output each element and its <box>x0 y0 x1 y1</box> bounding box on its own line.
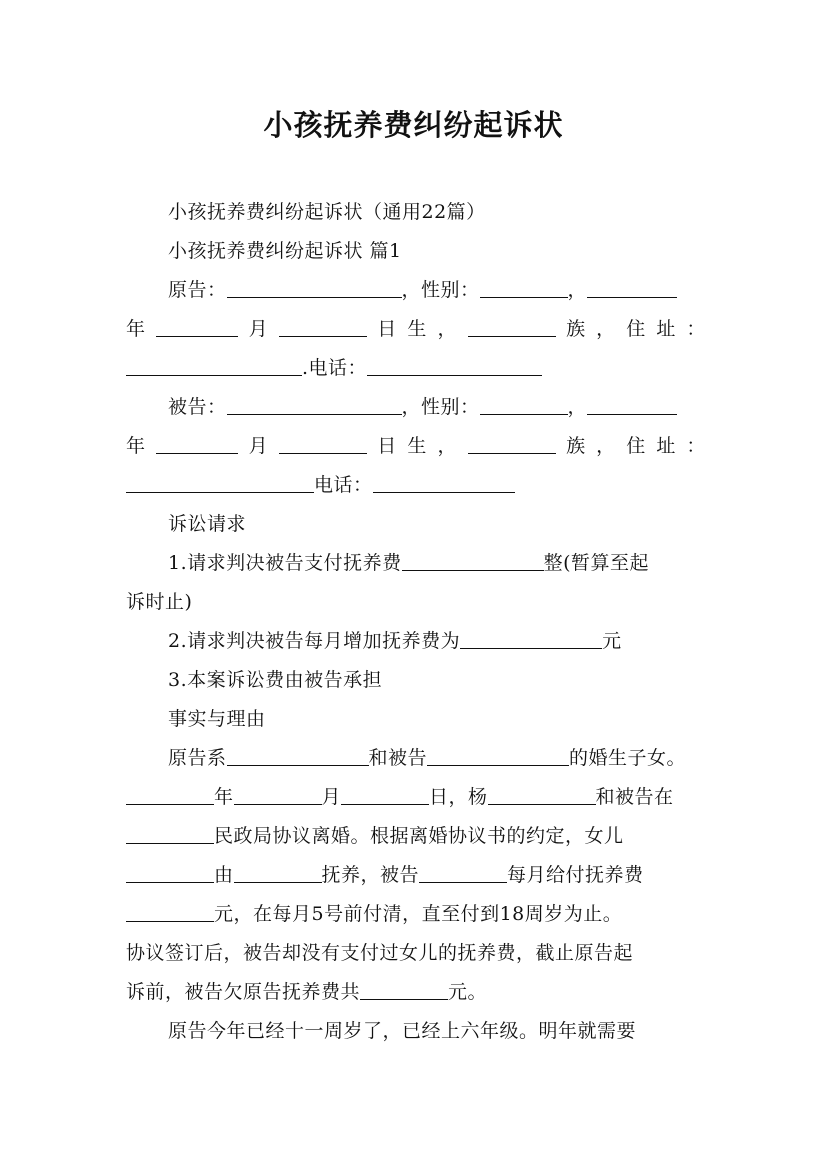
text: 月 <box>321 786 342 808</box>
facts-line-5 <box>126 899 706 929</box>
claim-3: 3.本案诉讼费由被告承担 <box>168 669 383 691</box>
claim-1-cont: 诉时止) <box>126 591 193 613</box>
facts-line-6: 协议签订后，被告却没有支付过女儿的抚养费，截止原告起 <box>126 942 634 964</box>
blank <box>126 860 214 883</box>
text: 和被告在 <box>595 786 674 808</box>
text: 民政局协议离婚。根据离婚协议书的约定，女儿 <box>214 825 624 847</box>
text: 诉前，被告欠原告抚养费共 <box>126 981 361 1003</box>
text: 每月给付抚养费 <box>507 864 644 886</box>
defendant-birth-line <box>126 431 706 461</box>
claims-heading: 诉讼请求 <box>168 513 247 535</box>
defendant-name-blank <box>227 392 402 415</box>
char: 族 <box>566 435 586 457</box>
comma: ， <box>567 279 588 301</box>
blank <box>419 860 507 883</box>
text: 的婚生子女。 <box>569 747 687 769</box>
blank <box>156 431 238 454</box>
char: 年 <box>126 435 146 457</box>
subtitle: 小孩抚养费纠纷起诉状（通用22篇） <box>168 201 486 223</box>
phone-label: .电话： <box>302 357 368 379</box>
defendant-label: 被告： <box>168 396 227 418</box>
plaintiff-line <box>168 275 706 305</box>
comma: ， <box>567 396 588 418</box>
defendant-gender-blank <box>480 392 568 415</box>
blank <box>279 314 367 337</box>
facts-line-7 <box>126 977 706 1007</box>
char: ， <box>437 318 457 340</box>
char: 址 <box>656 435 676 457</box>
char: 日 <box>377 318 397 340</box>
blank <box>126 782 214 805</box>
address-blank <box>126 353 302 376</box>
blank <box>234 782 322 805</box>
plaintiff-birth-line <box>126 314 706 344</box>
blank <box>488 782 596 805</box>
char: 月 <box>248 435 269 457</box>
text: 和被告 <box>368 747 428 769</box>
facts-line-4 <box>126 860 706 890</box>
char: ： <box>686 435 706 457</box>
section-heading: 小孩抚养费纠纷起诉状 篇1 <box>168 240 402 262</box>
char: 年 <box>126 318 146 340</box>
claim-2-unit: 元 <box>602 630 622 652</box>
text: 年 <box>214 786 234 808</box>
text: 元，在每月5号前付清，直至付到18周岁为止。 <box>214 903 623 925</box>
phone-blank <box>373 470 515 493</box>
char: 月 <box>248 318 269 340</box>
blank <box>227 743 369 766</box>
text: 原告系 <box>168 747 227 769</box>
phone-blank <box>367 353 542 376</box>
defendant-gender-label: ，性别： <box>401 396 480 418</box>
blank <box>427 743 569 766</box>
blank <box>360 977 448 1000</box>
text: 日，杨 <box>429 786 488 808</box>
char: 族 <box>566 318 586 340</box>
plaintiff-birth-year-blank <box>587 275 677 298</box>
blank <box>279 431 367 454</box>
char: 址 <box>656 318 676 340</box>
blank <box>468 314 556 337</box>
plaintiff-label: 原告： <box>168 279 227 301</box>
claim-1-text-end: 整(暂算至起 <box>543 552 650 574</box>
blank <box>234 860 322 883</box>
facts-line-3 <box>126 821 706 851</box>
blank <box>156 314 238 337</box>
char: ， <box>596 318 616 340</box>
amount-blank <box>402 548 544 571</box>
phone-label: 电话： <box>314 474 373 496</box>
plaintiff-gender-blank <box>480 275 568 298</box>
blank <box>468 431 556 454</box>
text: 抚养，被告 <box>321 864 420 886</box>
facts-line-2 <box>126 782 706 812</box>
claim-2-text: 2.请求判决被告每月增加抚养费为 <box>168 630 461 652</box>
text: 由 <box>214 864 234 886</box>
char: 住 <box>626 435 646 457</box>
plaintiff-name-blank <box>227 275 402 298</box>
blank <box>126 821 214 844</box>
text: 元。 <box>448 981 488 1003</box>
char: ， <box>437 435 457 457</box>
char: ： <box>686 318 706 340</box>
claim-1-text: 1.请求判决被告支付抚养费 <box>168 552 402 574</box>
amount-blank <box>460 626 602 649</box>
claim-1 <box>168 548 706 578</box>
facts-line-8: 原告今年已经十一周岁了，已经上六年级。明年就需要 <box>168 1020 637 1042</box>
defendant-birth-year-blank <box>587 392 677 415</box>
char: ， <box>596 435 616 457</box>
blank <box>341 782 429 805</box>
defendant-line <box>168 392 706 422</box>
char: 生 <box>407 318 427 340</box>
char: 日 <box>377 435 397 457</box>
claim-2 <box>168 626 706 656</box>
address-blank <box>126 470 314 493</box>
plaintiff-gender-label: ，性别： <box>401 279 480 301</box>
facts-heading: 事实与理由 <box>168 708 266 730</box>
char: 住 <box>626 318 646 340</box>
plaintiff-address-line <box>126 353 706 383</box>
blank <box>126 899 214 922</box>
facts-line-1 <box>168 743 706 773</box>
defendant-address-line <box>126 470 706 500</box>
document-title: 小孩抚养费纠纷起诉状 <box>263 108 564 142</box>
char: 生 <box>407 435 427 457</box>
